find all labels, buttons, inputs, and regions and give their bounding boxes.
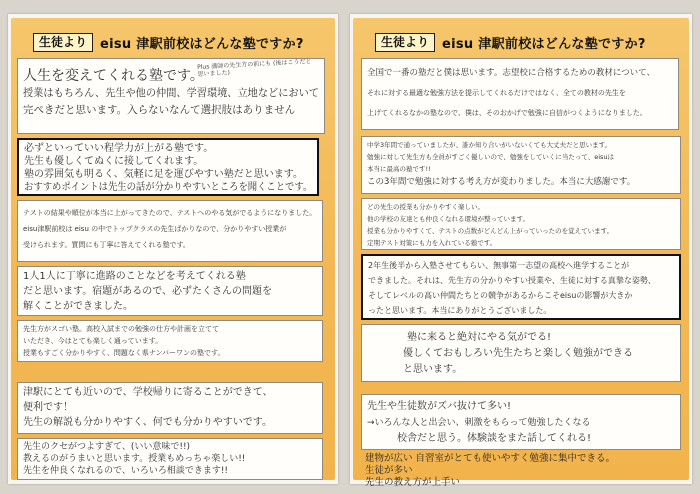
card-line: テストの結果や順位が本当に上がってきたので、テストへのやる気がでるようになりました。 <box>23 209 317 217</box>
card-line: 先生の解説も分かりやすく、何でも分かりやすいです。 <box>23 417 272 428</box>
card-line: 他の学校の友達とも仲良くなれる環境が整っています。 <box>367 215 529 223</box>
left-card-7 <box>17 438 323 480</box>
right-card-1 <box>361 58 679 130</box>
card-line: この3年間で勉強に対する考え方が変わりました。本当に大感謝です。 <box>367 177 636 187</box>
card-line: 津駅にとても近いので、学校帰りに寄ることができて、 <box>23 387 273 398</box>
card-line: 上げてくれるなかの塾なので、僕は、そのおかげで勉強に自信がつくようになりました。 <box>367 109 647 117</box>
card-line: 優しくておもしろい先生たちと楽しく勉強ができる <box>403 348 633 359</box>
card-line: 先生を仲良くなれるので、いろいろ相談できます!! <box>23 466 229 476</box>
left-badge: 生徒より <box>33 33 93 52</box>
card-line: 先生も優しくてぬくに接してくれます。 <box>24 156 204 167</box>
left-card-2 <box>17 138 319 196</box>
card-line: どの先生の授業も分かりやすく楽しい。 <box>367 203 484 211</box>
left-card-6 <box>17 382 323 434</box>
card-line: いただき、今はとても楽しく通っています。 <box>23 337 163 345</box>
left-sheet <box>8 14 338 484</box>
card-line: 完ぺきだと思います。入らないなんて選択肢はありません <box>23 104 296 116</box>
left-top-note: Plus 講師の先生方の前にも (後はこうだと思いました) <box>197 58 312 78</box>
card-line: 教えるのがうまいと思います。授業もめっちゃ楽しい!! <box>23 454 246 464</box>
right-free-line-1: 建物が広い 自習室がとても使いやすく勉強に集中できる。 <box>365 453 616 464</box>
right-free-line-3: 先生の教え方が上手い <box>365 477 461 488</box>
right-sheet <box>350 14 692 488</box>
card-line: 授業もすごく分かりやすく、問題なく県ナンバーワンの塾です。 <box>23 349 225 357</box>
right-card-4 <box>361 254 681 320</box>
card-line: 全国で一番の塾だと僕は思います。志望校に合格するための教材について、 <box>367 68 655 78</box>
card-line: 受けられます。質問にも丁寧に答えてくれる塾です。 <box>23 241 190 249</box>
card-line: 授業も分かりやすくて、テストの点数がどんどん上がっていったのを覚えています。 <box>367 227 614 235</box>
left-header <box>33 32 325 52</box>
card-line: →いろんな人と出会い、刺激をもらって勉強したくなる <box>367 418 591 428</box>
card-line: できました。それは、先生方の分かりやすい授業や、生徒に対する真摯な姿勢、 <box>368 276 656 285</box>
card-line: 1人1人に丁寧に進路のことなどを考えてくれる塾 <box>23 271 246 282</box>
card-line: そしてレベルの高い仲間たちとの競争があるからこそeisuの影響が大きか <box>368 291 633 300</box>
right-card-6 <box>361 394 681 450</box>
card-line: 勉強に対して先生方も全員がすごく優しいので、勉強をしていくに当たって、eisuは <box>367 153 615 161</box>
card-line: 人生を変えてくれる塾です。 <box>23 68 204 84</box>
right-free-line-2: 生徒が多い <box>365 465 413 476</box>
right-card-2 <box>361 136 681 194</box>
card-line: おすすめポイントは先生の話が分かりやすいところを聞くことです。 <box>24 182 313 193</box>
card-line: 解くことができました。 <box>23 301 133 312</box>
right-badge: 生徒より <box>375 33 435 52</box>
card-line: それに対する最適な勉強方法を提示してくれるだけではなく、全ての教材の先生を <box>367 89 626 97</box>
card-line: 授業はもちろん、先生や他の仲間、学習環境、立地などにおいて <box>23 87 319 99</box>
card-line: 塾に来ると絶対にやる気がでる! <box>407 332 552 343</box>
right-header <box>375 32 679 52</box>
card-line: 先生のクセがつよすぎて、(いい意味で!!) <box>23 442 191 452</box>
card-line: 2年生後半から入塾させてもらい、無事第一志望の高校へ進学することが <box>368 261 630 270</box>
right-panel <box>353 18 689 488</box>
card-line: 校舎だと思う。体験談をまた話してくれる! <box>397 433 592 444</box>
card-line: 塾の雰囲気も明るく、気軽に足を運びやすい塾だと思います。 <box>24 169 303 180</box>
card-line: 先生や生徒数がズバ抜けて多い! <box>367 401 512 412</box>
card-line: 中学3年間で通っていましたが、誰か知り合いがいないくても大丈夫だと思います。 <box>367 141 612 149</box>
card-line: 便利です！ <box>23 402 73 413</box>
left-card-5 <box>17 320 323 362</box>
card-line: だと思います。宿題があるので、必ずたくさんの問題を <box>23 286 272 297</box>
left-panel <box>11 18 335 480</box>
card-line: 先生方がスゴい塾。高校入試までの勉強の仕方や計画を立てて <box>23 325 219 333</box>
card-line: 本当に最高の塾です!! <box>367 165 431 173</box>
right-card-5 <box>361 324 681 382</box>
right-heading: eisu 津駅前校はどんな塾ですか? <box>442 36 646 52</box>
card-line: 必ずといっていい程学力が上がる塾です。 <box>24 143 214 154</box>
card-line: と思います。 <box>403 364 463 375</box>
card-line: eisu津駅前校は eisu の中でトップクラスの先生ばかりなので、分かりやすい授業が <box>23 225 287 233</box>
right-card-3 <box>361 198 681 250</box>
left-card-4 <box>17 266 323 316</box>
card-line: 定期テスト対策にも力を入れている塾です。 <box>367 239 497 247</box>
left-heading: eisu 津駅前校はどんな塾ですか? <box>100 36 304 52</box>
card-line: ったと思います。本当にありがとうございました。 <box>368 306 552 315</box>
left-card-3 <box>17 200 323 262</box>
